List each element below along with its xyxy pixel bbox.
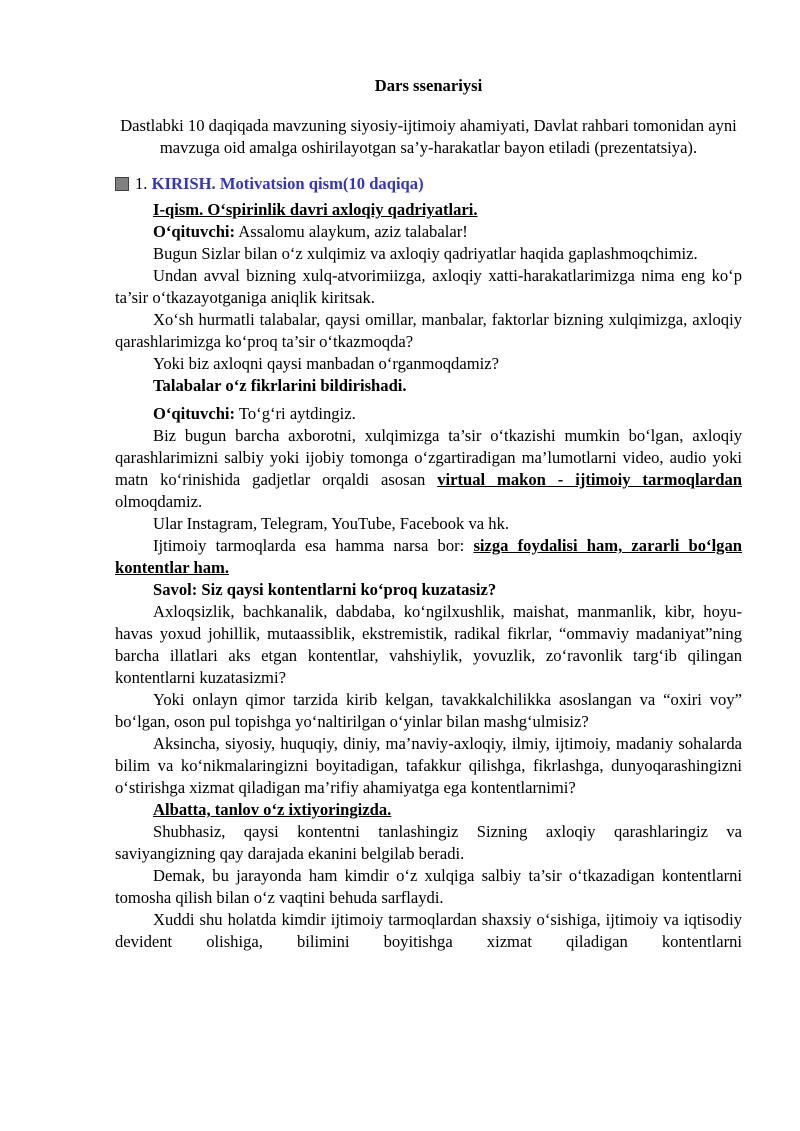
paragraph: Undan avval bizning xulq-atvorimiizga, axloqiy xatti-harakatlarimizga nima eng ko‘p ta’sir o‘tkazayotganiga aniqlik kiritsak. bbox=[115, 266, 742, 307]
greeting-paragraph bbox=[115, 221, 742, 243]
choice-text: Albatta, tanlov o‘z ixtiyoringizda. bbox=[153, 800, 392, 819]
question-text: Savol: Siz qaysi kontentlarni ko‘proq kuzatasiz? bbox=[153, 580, 497, 599]
part-title-paragraph bbox=[115, 199, 742, 221]
paragraph: Axloqsizlik, bachkanalik, dabdaba, ko‘ngilxushlik, maishat, manmanlik, kibr, hoyu-havas yoxud johillik, mutaassiblik, ekstremistik, radikal fikrlar, “ommaviy madaniyat”ning barcha illatlari aks etgan kontentlar, vahshiylik, yovuzlik, zo‘ravonlik targ‘ib qilingan kontentlarni kuzatasizmi? bbox=[115, 602, 742, 687]
part-title: I-qism. O‘spirinlik davri axloqiy qadriyatlari. bbox=[153, 200, 478, 219]
choice-paragraph bbox=[115, 799, 742, 821]
paragraph: Aksincha, siyosiy, huquqiy, diniy, ma’naviy-axloqiy, ilmiy, ijtimoiy, madaniy sohalarda bilim va ko‘nikmalaringizni boyitadigan, tafakkur qilishga, fikrlashga, dunyoqarashingizni o‘stirishga xizmat qiladigan ma’rifiy ahamiyatga ega kontentlarnimi? bbox=[115, 734, 742, 797]
paragraph: Xo‘sh hurmatli talabalar, qaysi omillar, manbalar, faktorlar bizning xulqimizga, axloqiy qarashlarimizga ko‘proq ta’sir o‘tkazmoqda? bbox=[115, 310, 742, 351]
paragraph-text: Ijtimoiy tarmoqlarda esa hamma narsa bor: bbox=[153, 536, 474, 555]
paragraph bbox=[115, 535, 742, 579]
students-note-text: Talabalar o‘z fikrlarini bildirishadi. bbox=[153, 376, 407, 395]
paragraph: Xuddi shu holatda kimdir ijtimoiy tarmoqlardan shaxsiy o‘sishiga, ijtimoiy va iqtisodiy devident olishiga, bilimini boyitishga xizmat qiladigan kontentlarni bbox=[115, 910, 742, 951]
paragraph: Yoki biz axloqni qaysi manbadan o‘rganmoqdamiz? bbox=[153, 354, 499, 373]
paragraph-text: Biz bugun barcha axborotni, xulqimizga ta’sir o‘tkazishi mumkin bo‘lgan, axloqiy qarashlarimizni salbiy yoki ijobiy tomonga o‘zgartiradigan ma’lumotlarni video, audio yoki matn ko‘rinishida gadjetlar orqaldi asosan bbox=[115, 426, 742, 489]
section-number: 1. bbox=[135, 174, 148, 193]
highlight-text: sizga foydalisi ham, zararli bo‘lgan kontentlar ham. bbox=[115, 536, 742, 577]
highlight-text: virtual makon - ijtimoiy tarmoqlardan bbox=[437, 470, 742, 489]
paragraph bbox=[115, 425, 742, 513]
document-page bbox=[115, 75, 742, 953]
teacher-label: O‘qituvchi: bbox=[153, 404, 236, 423]
section-heading bbox=[115, 173, 742, 195]
greeting-text: Assalomu alaykum, aziz talabalar! bbox=[235, 222, 468, 241]
paragraph: Yoki onlayn qimor tarzida kirib kelgan, tavakkalchilikka asoslangan va “oxiri voy” bo‘lgan, oson pul topishga yo‘naltirilgan o‘yinlar bilan mashg‘ulmisiz? bbox=[115, 690, 742, 731]
square-bullet-icon bbox=[115, 177, 129, 191]
paragraph-text: olmoqdamiz. bbox=[115, 492, 203, 511]
paragraph: Shubhasiz, qaysi kontentni tanlashingiz Sizning axloqiy qarashlaringiz va saviyangizning qay darajada ekanini belgilab beradi. bbox=[115, 822, 742, 863]
teacher-reply-text: To‘g‘ri aytdingiz. bbox=[235, 404, 356, 423]
question-paragraph bbox=[115, 579, 742, 601]
paragraph: Ular Instagram, Telegram, YouTube, Facebook va hk. bbox=[153, 514, 510, 533]
teacher-reply-paragraph bbox=[115, 403, 742, 425]
paragraph: Bugun Sizlar bilan o‘z xulqimiz va axloqiy qadriyatlar haqida gaplashmoqchimiz. bbox=[153, 244, 698, 263]
intro-paragraph: Dastlabki 10 daqiqada mavzuning siyosiy-ijtimoiy ahamiyati, Davlat rahbari tomonidan ayni mavzuga oid amalga oshirilayotgan sa’y-harakatlar bayon etiladi (prezentatsiya). bbox=[120, 116, 737, 157]
paragraph: Demak, bu jarayonda ham kimdir o‘z xulqiga salbiy ta’sir o‘tkazadigan kontentlarni tomosha qilish bilan o‘z vaqtini behuda sarflaydi. bbox=[115, 866, 742, 907]
document-title: Dars ssenariysi bbox=[374, 76, 483, 95]
section-title: KIRISH. Motivatsion qism(10 daqiqa) bbox=[151, 174, 424, 193]
students-note bbox=[115, 375, 742, 397]
teacher-label: O‘qituvchi: bbox=[153, 222, 236, 241]
